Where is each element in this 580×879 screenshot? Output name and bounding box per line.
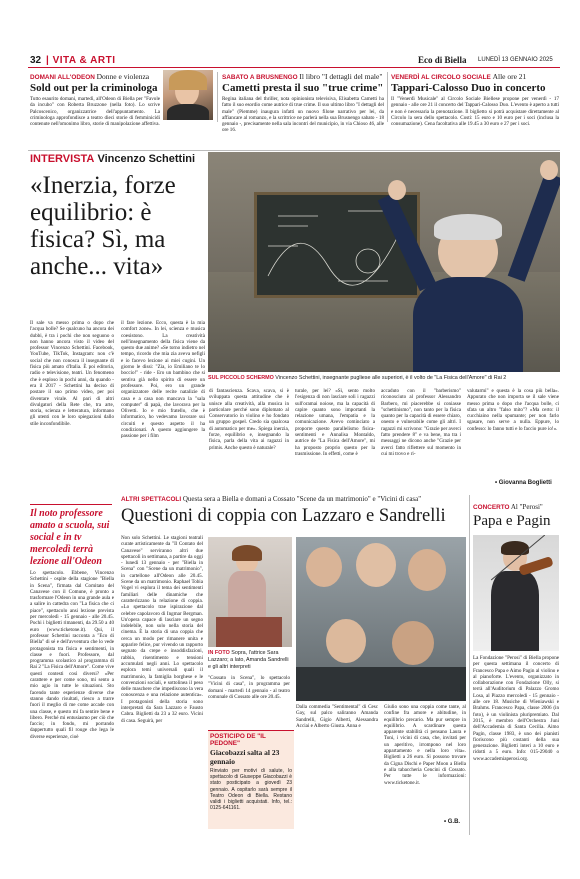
interview-col-1: Il sale va messo prima o dopo che l'acqua bolle? Se qualcuno ha ancora dei dubbi, è tra i pochi che non seguono o non hanno ancora visto il video del professor Vincenzo Schettini. Facebook, YouTube, TikTok, Instagram: non c'è social che non conosca il insegnante di fisica più amato d'Italia. È poi editoria, radio e televisione, teatri. Un fenomeno che è esploso in pochi anni, da quando - era il 2017 - Schettini ha deciso di postare il suo primo video, per poi diventare virale. Al pari di altri divulgatori della Rete che, tra arte, storia, scienza e letteratura, informano gli utenti con le loro spiegazioni dallo stile inconfondibile. [30,320,114,427]
issue-date: LUNEDÌ 13 GENNAIO 2025 [478,57,553,63]
sandrelli-kicker: ALTRI SPETTACOLI Questa sera a Biella e domani a Cossato "Scene da un matrimonio" e "Vicini di casa" [121,495,422,503]
article-kicker: VENERDÌ AL CIRCOLO SOCIALE Alle ore 21 [391,72,527,81]
postscript-title: Giacobazzi salta al 23 gennaio [210,748,280,766]
interview-signature: • Giovanna Boglietti [495,480,552,486]
interview-col-3: di fantascienza. Scava, scava, si è sviluppata questa attitudine che è unisce alla creatività, alla musica in particolare perché sono diplomato al Conservatorio in violino e ho fondato un gruppo gospel. Credo sia qualcosa di automatico per me». Spiega inerzia, forze, equilibrio e, insegnando la fisica, parla della vita ai ragazzi in primis. Anche questo è naturale? [209,388,289,451]
interview-col-5: accaduto con il "barberismo" riconosciuto al professor Alessandro Barbero, mi piacerebbe si coniasse "schettinismo", non tanto per la fisica quanto per la capacità di essere chiaro, onesto e vulnerabile come gli altri. I ragazzi mi scrivono: "Grazie per averci fatto prendere 8" e va bene, ma tra i messaggi ne dicono anche "Grazie per averci fatto riflettere sul momento in cui mi trovo e ri- [381,388,462,457]
section-label: VITA & ARTI [52,55,116,66]
article-body: Il "Venerdì Musicale" al Circolo Sociale Biellese propone per venerdì - 17 gennaio - alle ore 21 il concerto del Tappari-Calosso Duo. L'evento è aperto a tutti e non è necessaria la prenotazione. Il biglietto si potrà acquistare direttamente al Circolo la sera dello spettacolo. Costi: 15 euro e 10 euro per i soci (inclusa la consumazione). Cena facoltativa alle 19.45 a 30 euro e 27 per i soci. [391,96,559,128]
photo-bruzzone [163,70,213,120]
masthead: Eco di Biella [418,55,467,65]
article-tappari-calosso [391,72,559,127]
concert-kicker: CONCERTO Al "Perosi" [473,503,543,511]
section-title: | VITA & ARTI [46,55,116,66]
page-number: 32 [30,55,42,66]
photo-schettini [208,152,560,372]
photo-lazzaro [208,537,292,647]
concert-body: La Fondazione "Perosi" di Biella propone per questa settimana il concerto di Francesco Papa e Aimo Pagin al violino e al pianoforte. L'evento, organizzato in collaborazione con Fondazione Olly, si terrà all'Auditorium di Palazzo Gromo Losa, al Piazzo mercoledì - 15 gennaio - alle ore 18. Musiche di Wieniawski e Brahms. Francesco Papa, classe 2006 (in foto), è un violinista pluripremiato. Dal 2015, è membro dell'Orchestra Juni dell'Accademia di Santa Cecilia. Aimo Pagin, classe 1983, è uno dei pianisti fioriscono più costanti della sua generazione. Biglietti interi a 10 euro e ridotti a 5 euro. Info: 015-29040 o www.accademiaperosi.org. [473,655,559,762]
sidebar-title: Il noto professore amato a scuola, sui social e in tv mercoledì terrà lezione all'Odeon [30,508,110,567]
interview-kicker: INTERVISTA Vincenzo Schettini [30,153,196,165]
article-kicker: DOMANI ALL'ODEON Donne e violenza [30,72,150,81]
header-rule [28,67,560,68]
sandrelli-col-1: Non solo Schettini. Le stagioni teatrali curate artisticamente da "Il Contato del Canavese" serviranno altri due spettacoli in settimana, a partire da oggi - lunedì 13 gennaio - per "Biella in Scena" con "Scene da un matrimonio", in cartellone all'Odeon alle 20.45. Scene da un matrimonio. Raphael Tobia Vogel vi esplora il tema dei sentimenti familiari delle dinamiche che caratterizzano la relazione di coppia. «Lo spettacolo trae ispirazione dal celebre capolavoro di Ingmar Bergman. Un'opera capace di lasciare un segno indelebile, non solo nella storia del cinema. È la storia di una coppia che cerca un modo per rimanere unita e apparire felice, pur vivendo un rapporto segnato da crepe e insoddisfazioni, rabbia, risentimento e tensioni accumulati negli anni. Lo spettacolo esplora temi universali quali il matrimonio, la famiglia borghese e le convenzioni sociali, e sottolinea il peso delle maschere che impediscono la vera conoscenza e una relazione autentica». I protagonisti della storia sono interpretati da Sara Lazzaro e Fausto Cabra. Biglietti da 23 a 32 euro. Vicini di casa. Seguirà, per [121,535,203,724]
interview-col-2: il fare lezione. Ecco, questa è la mia comfort zone». In lei, scienza e musica coesistono. La creatività nell'insegnamento della fisica viene da questo due anime? «Se torno indietro nel tempo, ricordo che mia zia aveva nefigli e io facevo lezione ai miei cugini. Un giorno le dissi: "Zia, io Emiliano te lo boccio!" - ride - Ero un bambino che si sentiva già nello spirito di essere un professore. Poi, ero un grande organizzatore delle recite natalizie di casa e a casa non mancava la "sala computer" di papà, che lavorava per la Olivetti. Io e mio fratello, che è informatico, ho vedevamo lavorare sui circuiti e questo aspetto il ha condizionati. A questo aggiungere la passione per i film [121,320,205,440]
article-title: Tappari-Calosso Duo in concerto [391,82,546,94]
article-criminologa [30,72,160,127]
article-body: Tutto esaurito domani, martedì, all'Odeon di Biella per "Favole da incubo" con Roberta Bruzzone (nella foto). Lo scrive Palcoscenico, organizzatrice dell'appuntamento. La criminologa approfondisce a teatro dieci storie di femminicidi contenute nell'omonimo libro, storie di manipolazione affettiva. [30,96,160,128]
article-cametti [222,72,384,134]
interview-col-6: valutarmi" e questa è la cosa più bella». Appurato che non importa se il sale viene messo prima o dopo che l'acqua bolle, ci sfata un altro "falso mito"? «Ma certo: il cucchiaino nella spumante; per non farlo sgasare, non serve a nulla. Eppure, lo confesso: lo fanno tutti e lo faccio pure io!». [467,388,559,432]
photo-vicini-di-casa [296,537,466,701]
concert-title: Papa e Pagin [473,513,551,529]
article-title: Sold out per la criminologa [30,82,158,94]
photo-caption: SUL PICCOLO SCHERMO Vincenzo Schettini, insegnante pugliese alle superiori, è il volto de "La Fisica dell'Amore" di Rai 2 [208,375,507,381]
sandrelli-headline: Questioni di coppia con Lazzaro e Sandrelli [121,506,446,526]
interview-col-4: turale, per lei? «Sì, sento molto l'esigenza di non lasciare soli i ragazzi sull'oramai noiose, ma la capacità di capire quanto sono importanti la relazione umana, l'empatia e la comunicazione. Avevo cominciato a proporre questo parallelismo fisica-sentimenti e Annalisa Montaldo, autrice de "La Fisica dell'Amore", mi ha proposto proprio questo per la trasmissione. In effetti, come è [295,388,375,457]
sandrelli-signature: • G.B. [444,819,461,825]
article-title: Cametti presta il suo "true crime" [222,82,384,94]
sandrelli-col-3: Dalla commedia "Sentimental" di Cesc Gay, sul palco saliranno Amanda Sandrelli, Gigio Alberti, Alessandra Acciai e Alberto Giusta. Anna e [296,704,378,729]
postscript-kicker: POSTICIPO DE "IL PEDONE" [210,733,266,747]
sandrelli-col-4: Giulio sono una coppia come tante, al confine fra amore e abitudine, in equilibrio precario. Ma pur sempre in equilibrio. A scardinare questa apparente stabilità ci pensano Laura e Toni, i vicini di casa, che, invitati per un aperitivo, irrompono nel loro appartamento e nella loro vita». Biglietti a 26 euro. Si possono trovare da Cigna Dischi e Paper Moon a Biella e alla tabaccheria Cencini di Cossato. Per tutte le informazioni: www.ticketone.it. [384,704,466,786]
photo-papa [473,535,559,651]
lazzaro-caption: IN FOTO Sopra, l'attrice Sara Lazzaro; a lato, Amanda Sandrelli e gli altri interpreti [208,650,289,670]
article-body: Regina italiana del thriller, nota opinionista televisiva, Elisabetta Cametti ha fatto il suo esordio come autrice di true crime. Il suo ultimo libro "I dettagli del male" (Piemme) inaugura infatti un nuovo filone narrativo per lei, da affiancare al romanzo, e la scrittrice ne parlerà nella sua Brusnengo sabato - 18 gennaio -, precisamente nella sala incontri del municipio, in via Chioso 46, alle ore 16. [222,96,384,134]
article-kicker: SABATO A BRUSNENGO Il libro "I dettagli del male" [222,72,383,81]
interview-headline: «Inerzia, forze equilibrio: è fisica? Sì, ma anche... vita» [30,172,176,280]
postscript-box [208,730,294,829]
postscript-body: Rinviato per motivi di salute, lo spettacolo di Giuseppe Giacobazzi è stato posticipato a giovedì 23 gennaio. A ospitarlo sarà sempre il Teatro Odeon di Biella. Restano validi i biglietti acquistati. Info, tel.: 0125-641161. [210,768,292,812]
sidebar-body: Lo spettacolo. Ebbene, Vincenzo Schettini - ospite della stagione "Biella in Scena", firmata dal Comitato del Canavese con il Comune, è pronto a trasformare l'Odeon in una grande aula e a salire in cattedra con "La fisica che ci piace", spettacolo ansi lezione prevista per mercoledì - 15 gennaio - alle 20.45. Pochi i biglietti rimanenti, da 29.50 a 40 euro (www.ticketone.it). Qui, il professor Schettini racconta a "Eco di Biella" di sé e dell'avventura che lo vede protagonista tra fisica e sentimenti, in classe e fuori. Professore, dal programma scolastico al programma di Rai 2 "La Fisica dell'Amore". Come vive questi contesti così diversi? «Per carattere e per come sono, mi sento a mio agio in tutte le situazioni. Sto facendo tante esperienze diverse che stanno dando risultati, riesco a trarre fuori il meglio di me come accade con una classe, e questo mi fa sentire bene e libero. Perché mi entusiasmo per ciò che faccio; in fondo, mi porrando dappertutto quali fil rouge che lega le diverse esperienze, cioè [30,570,114,740]
sandrelli-col-2: "Cossato in Scena", lo spettacolo "Vicini di casa", in programma per domani - martedì 14 gennaio - al teatro comunale di Cossato alle ore 20.45. [208,675,290,700]
